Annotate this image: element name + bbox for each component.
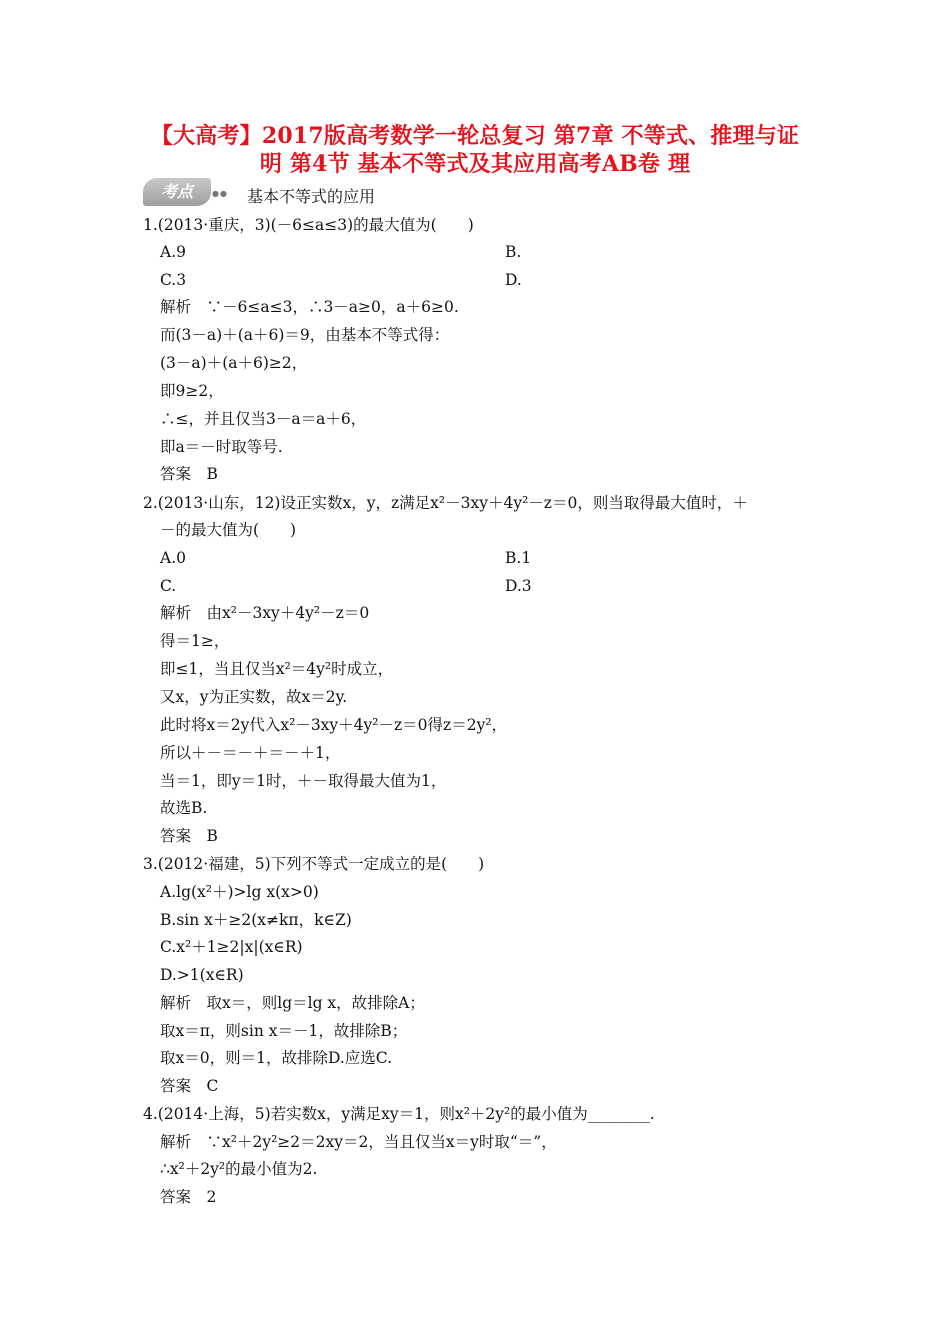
section-heading: 基本不等式的应用 [247,187,376,206]
text-line: C.x²＋1≥2|x|(x∈R) [160,938,303,956]
badge-dots-decoration: ●● [212,189,228,198]
document-title [140,122,810,178]
text-line: 得＝1≥， [160,632,230,650]
text-line: 4.(2014·上海，5)若实数x，y满足xy＝1，则x²＋2y²的最小值为________. [143,1105,655,1123]
badge-label: 考点 [160,182,193,201]
text-line: 故选B. [160,799,208,817]
text-line: B.1 [505,549,532,567]
text-line: 1.(2013·重庆，3)(－6≤a≤3)的最大值为( ) [143,216,474,234]
text-line: D.>1(x∈R) [160,966,244,984]
text-line: 当＝1，即y＝1时，＋－取得最大值为1， [160,772,447,790]
text-line: 取x＝0，则＝1，故排除D.应选C. [160,1049,393,1067]
text-line: 答案 B [160,827,218,845]
text-line: ∴≤，并且仅当3－a＝a＋6， [160,410,367,428]
text-line: 2.(2013·山东，12)设正实数x，y，z满足x²－3xy＋4y²－z＝0，则当取得最大值时，＋ [143,494,748,512]
text-line: －的最大值为( ) [160,521,297,539]
text-line: 答案 C [160,1077,219,1095]
text-line: B.sin x＋≥2(x≠kπ，k∈Z) [160,911,352,929]
text-line: 所以＋－＝－＋＝－＋1， [160,744,341,762]
text-line: B. [505,243,522,261]
text-line: 解析 由x²－3xy＋4y²－z＝0 [160,604,370,622]
text-line: 而(3－a)＋(a＋6)＝9，由基本不等式得： [160,326,450,344]
text-line: 答案 B [160,465,218,483]
text-line: (3－a)＋(a＋6)≥2， [160,354,308,372]
text-line: D.3 [505,577,532,595]
text-line: 即≤1，当且仅当x²＝4y²时成立， [160,660,394,678]
text-line: ∴x²＋2y²的最小值为2. [160,1160,318,1178]
text-line: D. [505,271,522,289]
text-line: 取x＝π，则sin x＝－1，故排除B； [160,1022,408,1040]
text-line: C.3 [160,271,187,289]
text-line: 又x，y为正实数，故x＝2y. [160,688,348,706]
section-badge [143,178,228,206]
text-line: C. [160,577,177,595]
text-line: A.lg(x²＋)>lg x(x>0) [160,883,319,901]
text-line: A.0 [160,549,186,567]
text-line: 解析 取x＝，则lg＝lg x，故排除A； [160,994,425,1012]
text-line: 解析 ∵x²＋2y²≥2＝2xy＝2，当且仅当x＝y时取“＝”， [160,1133,557,1151]
text-line: 解析 ∵－6≤a≤3，∴3－a≥0，a＋6≥0. [160,298,459,316]
text-line: 3.(2012·福建，5)下列不等式一定成立的是( ) [143,855,485,873]
text-line: 即9≥2， [160,382,224,400]
title-line-1: 【大高考】2017版高考数学一轮总复习 第7章 不等式、推理与证 [150,123,800,149]
text-line: A.9 [160,243,186,261]
text-line: 此时将x＝2y代入x²－3xy＋4y²－z＝0得z＝2y²， [160,716,508,734]
text-line: 答案 2 [160,1188,217,1206]
text-line: 即a＝－时取等号. [160,438,283,456]
title-line-2: 明 第4节 基本不等式及其应用高考AB卷 理 [259,151,691,177]
